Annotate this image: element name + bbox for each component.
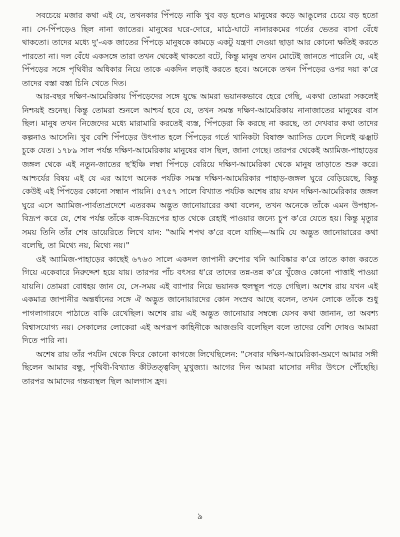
paragraph-2: আর-বছর দক্ষিণ-আমেরিকায় পিঁপড়েদের সঙ্গে যুদ্ধে আমরা ভয়ানকভাবে হেরে গেছি, একথা তোমরা সকলেই নিশ্চয়ই শুনেছ। কিন্তু তোমরা শুনলে আশ্চর্য হবে যে, তখন সমস্ত দক্ষিণ-আমেরিকায় নানাজাতের মানুষের বাস ছিল। মানুষ তখন নিজেদের মধ্যে মারামারি করতেই ব্যস্ত, পিঁপড়েরা কি করছে না করছে, তা দেখবার কথা তাদের কল্পনাও আসেনি। খুব বেশি পিঁপড়ের উৎপাত হলে পিঁপড়ের গর্তে খানিকটা বিষাক্ত অ্যাসিড ঢেলে দিলেই ঝঞ্ঝাট চুকে যেত। ১৭৮৯ সাল পর্যন্ত দক্ষিণ-আমেরিকায় মানুষের বাস ছিল, জানা গেছে। তারপর থেকেই অ্যামিজ-পাহাড়ের জঙ্গল থেকে এই নতুন-জাতের ছ'ইঞ্চি লম্বা পিঁপড়ে বেরিয়ে দক্ষিণ-আমেরিকা থেকে মানুষ তাড়াতে শুরু করে। আশ্চর্যের বিষয় এই যে এর আগে অনেক পর্যটক সমস্ত দক্ষিণ-আমেরিকার পাহাড়-জঙ্গল ঘুরে বেড়িয়েছে, কিন্তু কেউই এই পিঁপড়ের কোনো সন্ধান পায়নি। ৫৭৫৭ সালে বিখ্যাত পর্যটক অশেষ রায় যখন দক্ষিণ-আমেরিকার জঙ্গল ঘুরে এসে অ্যামিজ-পার্বত্যপ্রদেশে এতরকম অদ্ভুত জানোয়ারের কথা বলেন, তখন অনেকে তাঁকে এমন উপহাস-বিদ্রূপ করে যে, শেষ পর্যন্ত তাঁকে ব্যঙ্গ-বিদ্রূপের হাত থেকে রেহাই পাওয়ার জন্যে চুপ ক'রে যেতে হয়। কিন্তু মৃত্যুর সময় তিনি তাঁর শেষ ডায়েরিতে লিখে যান: "আমি শপথ ক'রে বলে যাচ্ছি—আমি যে অদ্ভুত জানোয়ারের কথা বলেছি, তা মিথ্যে নয়, মিথ্যে নয়।" [22,92,378,251]
paragraph-1: সবচেয়ে মজার কথা এই যে, তখনকার পিঁপড়ে নাকি খুব বড় হলেও মানুষের কড়ে আঙুলের চেয়ে বড় হতো না। সে-পিঁপড়েও ছিল নানা জাতের। মানুষের ঘরে-দোরে, মাঠে-ঘাটে নানারকমের গর্তের ভেতর বাসা বেঁধে থাকতো। তাদের মধ্যে দু'-এক জাতের পিঁপড়ে মানুষকে কামড়ে একটু যন্ত্রণা দেওয়া ছাড়া আর কোনো ক্ষতিই করতে পারতো না। দল বেঁধে একসঙ্গে তারা তখন থেকেই থাকতো বটে, কিন্তু মানুষ তখন মোটেই জানতে পারেনি যে, এই পিঁপড়ের সঙ্গে পৃথিবীর অধিকার নিয়ে তাকে একদিন লড়াই করতে হবে। অনেকে তখন পিঁপড়ের ওপর দয়া ক'রে তাদের বস্তা বস্তা চিনি খেতে দিত। [22,11,378,88]
page-number: ৯ [197,512,203,522]
paragraph-3: ওই অ্যামিজ-পাহাড়ের কাছেই ৬৭৬৩ সালে একদল জাপানী রুপোর খনি আবিষ্কার ক'রে তাতে কাজ করতে গিয়ে একেবারে নিরুদ্দেশ হয়ে যায়। তারপর পাঁচ বৎসর ধ'রে তাদের তন্ন-তন্ন ক'রে খুঁজেও কোনো পাত্তাই পাওয়া যায়নি। তোমরা বোধহয় জান যে, সে-সময় এই ব্যাপার নিয়ে ভয়ানক হুলস্থূল পড়ে গেছিল। অশেষ রায় যখন এই একমাত্র জাপানীর অন্তর্ধানের সঙ্গে ঐ অদ্ভুত জানোয়ারদের কোন সংস্রব আছে বলেন, তখন লোকে তাঁকে শুধু পাগলাগারদে পাঠাতে বাকি রেখেছিল। অশেষ রায় এই অদ্ভুত জানোয়ার সম্বন্ধে যেসব কথা জানান, তা অবশ্য বিশ্বাসযোগ্য নয়। সেকালের লোকেরা এই অপরূপ কাহিনীকে আজগুবি বলেছিল বলে তাদের বেশি দোষও আমরা দিতে পারি না। [22,254,378,346]
paragraph-4: অশেষ রায় তাঁর পর্যটন থেকে ফিরে কোনো কাগজে লিখেছিলেন: "সেবার দক্ষিণ-আমেরিকা-ভ্রমণে আমার সঙ্গী ছিলেন আমার বন্ধু, পৃথিবী-বিখ্যাত কীটতত্ত্ববিদ্ মুখুজ্যা। আগের দিন আমরা মাসোর নদীর উৎসে পৌঁছেছি। তারপর আমাদের গন্তব্যস্থল ছিল আলগাস হ্রদ। [22,349,378,386]
